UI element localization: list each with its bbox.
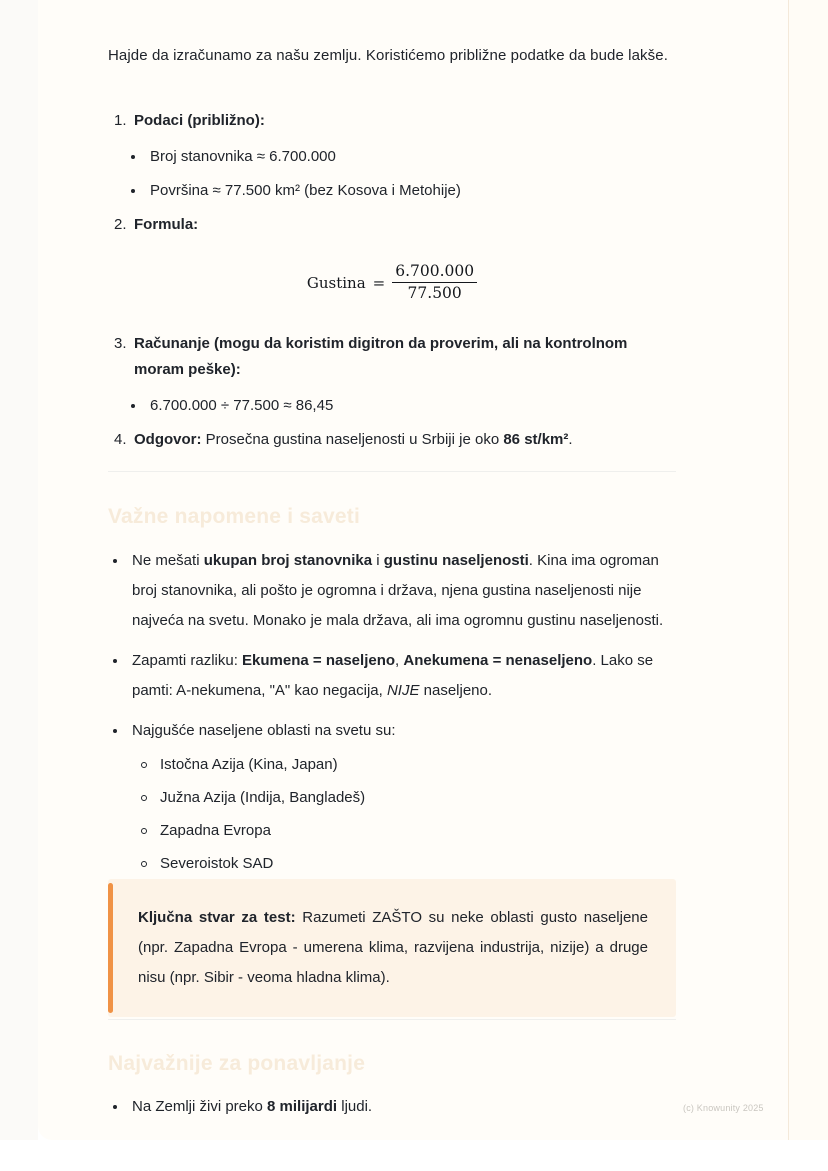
- notes-list-block: [108, 546, 676, 880]
- divider-2-wrap: [108, 1019, 676, 1020]
- review-list-block: [108, 1092, 676, 1122]
- list-item: Severoistok SAD: [136, 847, 676, 880]
- intro-block: [108, 40, 676, 72]
- steps-list-2: [108, 212, 676, 238]
- steps-list-1: [108, 108, 676, 134]
- section-heading-review: Najvažnije za ponavljanje: [108, 1052, 366, 1075]
- step-item-2: [108, 212, 676, 238]
- step-1-block: [108, 108, 676, 206]
- callout-text: [138, 903, 648, 993]
- callout-label: Ključna stvar za test:: [138, 909, 296, 926]
- list-item: [108, 646, 676, 706]
- list-item: [108, 1092, 676, 1122]
- answer-text: Prosečna gustina naseljenosti u Srbiji je oko: [201, 431, 504, 448]
- callout-body: Razumeti ZAŠTO su neke oblasti gusto naseljene (npr. Zapadna Evropa - umerena klima, razvijena industrija, nizije) a druge nisu (npr. Sibir - veoma hladna klima).: [138, 909, 648, 986]
- step-number: 4 .: [114, 427, 127, 453]
- step-3-bullets: [126, 391, 676, 421]
- step-3-block: [108, 331, 676, 421]
- rich-text: Najgušće naseljene oblasti na svetu su:: [132, 722, 396, 739]
- step-item-4: [108, 427, 676, 453]
- intro-paragraph: Hajde da izračunamo za našu zemlju. Koristićemo približne podatke da bude lakše.: [108, 47, 668, 64]
- step-number: 2 .: [114, 212, 127, 238]
- step-number: 1 .: [114, 108, 127, 134]
- review-heading-block: [108, 1050, 676, 1078]
- rich-text: Na Zemlji živi preko 8 milijardi ljudi.: [132, 1098, 373, 1115]
- footer-credit: (c) Knowunity 2025: [683, 1103, 764, 1113]
- formula-lhs: Gustina: [306, 273, 366, 292]
- callout-block: [108, 879, 676, 1017]
- formula-block: [108, 262, 676, 303]
- notes-heading-block: [108, 503, 676, 531]
- step-item-3: [108, 331, 676, 383]
- page-right-margin: [789, 0, 828, 1140]
- notes-sub-bullets: [136, 748, 676, 880]
- divider-1-wrap: [108, 471, 676, 472]
- callout-accent-bar: [108, 883, 113, 1013]
- step-2-block: [108, 212, 676, 238]
- list-item: Broj stanovnika ≈ 6.700.000: [126, 142, 676, 172]
- density-formula: [108, 262, 676, 303]
- formula-equals: =: [372, 273, 386, 292]
- notes-bullets: [108, 546, 676, 880]
- step-title: Računanje (mogu da koristim digitron da proverim, ali na kontrolnom moram peške):: [134, 335, 628, 378]
- section-heading-notes: Važne napomene i saveti: [108, 505, 361, 528]
- answer-tail: .: [568, 431, 573, 448]
- formula-fraction: [392, 262, 477, 303]
- formula-numerator: 6.700.000: [395, 262, 475, 280]
- step-number: 3 .: [114, 331, 127, 357]
- document-page-card: [38, 0, 828, 1140]
- rich-text: Ne mešati ukupan broj stanovnika i gustinu naseljenosti. Kina ima ogroman broj stanovnika, ali pošto je ogromna i država, njena gustina naseljenosti nije najveća na svetu. Monako je mala država, ali ima ogromnu gustinu naseljenosti.: [132, 552, 664, 629]
- step-title: Formula:: [134, 216, 199, 233]
- page-left-margin: [0, 0, 38, 1140]
- step-title: Podaci (približno):: [134, 112, 265, 129]
- key-takeaway-callout: [108, 879, 676, 1017]
- steps-list-3: [108, 331, 676, 383]
- list-item: 6.700.000 ÷ 77.500 ≈ 86,45: [126, 391, 676, 421]
- step-1-bullets: [126, 142, 676, 206]
- divider: [108, 471, 676, 472]
- list-item: [108, 546, 676, 636]
- list-item: Istočna Azija (Kina, Japan): [136, 748, 676, 781]
- review-bullets: [108, 1092, 676, 1122]
- answer-value: 86 st/km²: [503, 431, 569, 448]
- step-4-block: [108, 427, 676, 453]
- step-item-1: [108, 108, 676, 134]
- rich-text: Zapamti razliku: Ekumena = naseljeno, Anekumena = nenaseljeno. Lako se pamti: A-nekumena, "A" kao negacija, NIJE naseljeno.: [132, 652, 654, 699]
- formula-denominator: 77.500: [407, 284, 462, 302]
- list-item: [108, 716, 676, 880]
- list-item: Površina ≈ 77.500 km² (bez Kosova i Metohije): [126, 176, 676, 206]
- steps-list-4: [108, 427, 676, 453]
- divider: [108, 1019, 676, 1020]
- list-item: Zapadna Evropa: [136, 814, 676, 847]
- list-item: Južna Azija (Indija, Bangladeš): [136, 781, 676, 814]
- step-title: Odgovor:: [134, 431, 202, 448]
